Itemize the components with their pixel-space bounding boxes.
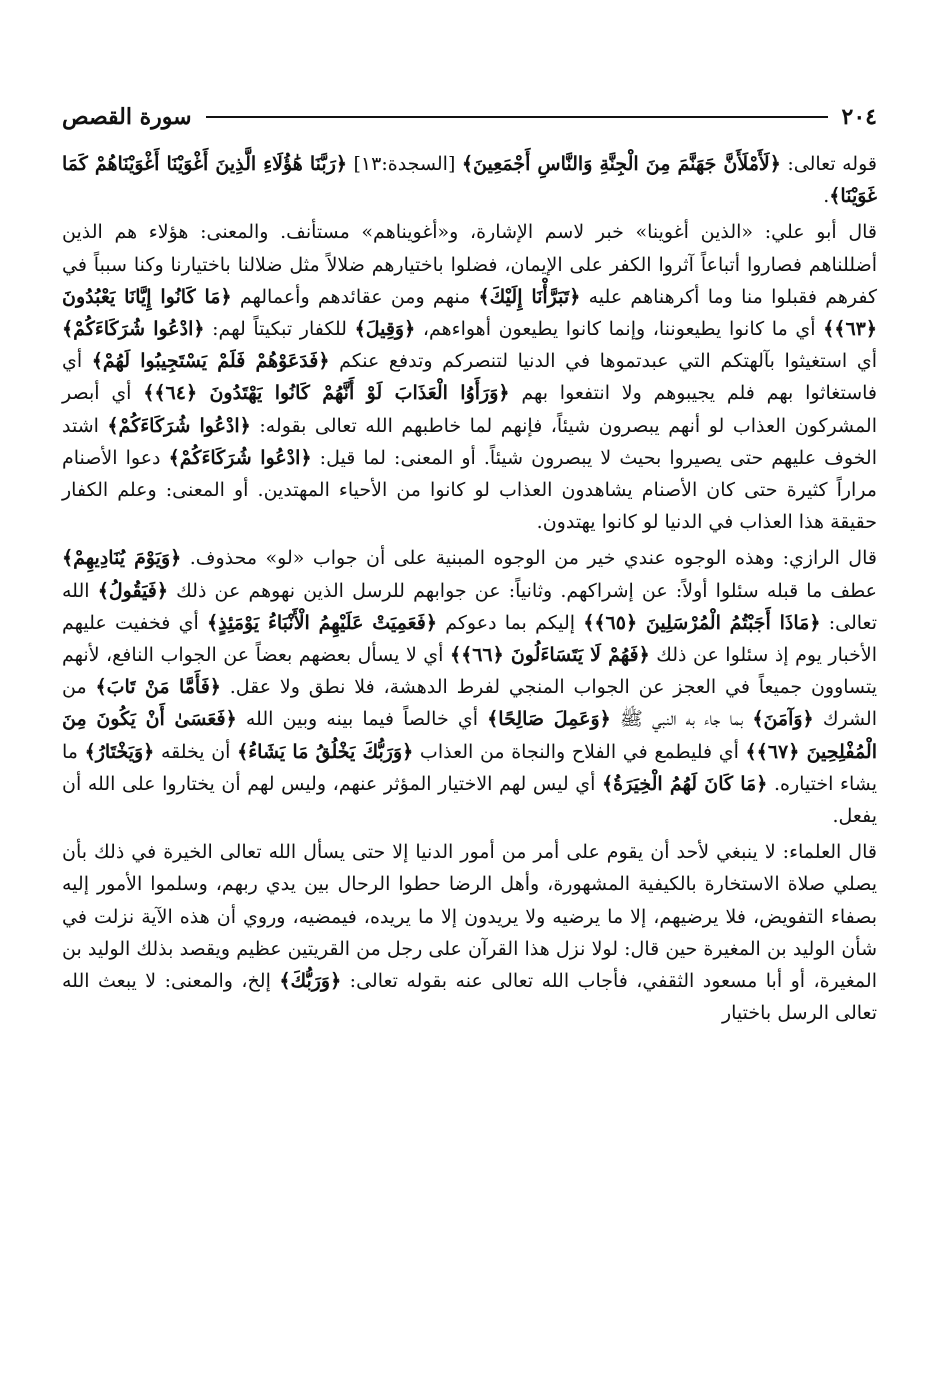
quran-quote: ﴿مَاذَا أَجَبْتُمُ الْمُرْسَلِينَ ﴿٦٥﴾﴾ xyxy=(583,611,821,634)
paragraph-abu-ali xyxy=(62,216,877,538)
quran-quote: ﴿تَبَرَّأْنَا إِلَيْكَ﴾ xyxy=(478,285,581,308)
paragraph-text: قوله تعالى: ﴿لَأَمْلَأَنَّ جَهَنَّمَ مِنَ الْجِنَّةِ وَالنَّاسِ أَجْمَعِينَ﴾ [السجدة:١٣] ﴿رَبَّنَا هَٰؤُلَاءِ الَّذِينَ أَغْوَيْنَا أَغْوَيْنَاهُمْ كَمَا غَوَيْنَا﴾. xyxy=(62,153,877,208)
quran-quote: ﴿ادْعُوا شُرَكَاءَكُمْ﴾ xyxy=(168,446,312,469)
page-number: ٢٠٤ xyxy=(841,104,877,130)
quran-quote: ﴿وَآمَنَ﴾ xyxy=(752,708,814,731)
quran-quote: ﴿وَيَوْمَ يُنَادِيهِمْ﴾ xyxy=(62,547,182,570)
page-header xyxy=(62,100,877,134)
quran-quote: ﴿لَأَمْلَأَنَّ جَهَنَّمَ مِنَ الْجِنَّةِ وَالنَّاسِ أَجْمَعِينَ﴾ xyxy=(461,153,781,175)
quran-quote: ﴿وَرَبُّكَ يَخْلُقُ مَا يَشَاءُ﴾ xyxy=(237,740,414,763)
quran-quote: ﴿فَعَسَىٰ أَنْ يَكُونَ مِنَ الْمُفْلِحِينَ ﴿٦٧﴾﴾ xyxy=(62,708,877,763)
quran-quote: ﴿فَيَقُولُ﴾ xyxy=(97,579,169,602)
paragraph-text: قال الرازي: وهذه الوجوه عندي خير من الوجوه المبنية على أن جواب «لو» محذوف. ﴿وَيَوْمَ يُنَادِيهِمْ﴾ عطف ما قبله سئلوا أولاً: عن إشراكهم. وثانياً: عن جوابهم للرسل الذين نهوهم عن ذلك ﴿فَيَقُولُ﴾ الله تعالى: ﴿مَاذَا أَجَبْتُمُ الْمُرْسَلِينَ ﴿٦٥﴾﴾ إليكم بما دعوكم ﴿فَعَمِيَتْ عَلَيْهِمُ الْأَنْبَاءُ يَوْمَئِذٍ﴾ أي فخفيت عليهم الأخبار يوم إذ سئلوا عن ذلك ﴿فَهُمْ لَا يَتَسَاءَلُونَ ﴿٦٦﴾﴾ أي لا يسأل بعضهم بعضاً عن الجواب النافع، لأنهم يتساوون جميعاً في العجز عن الجواب المنجي لفرط الدهشة، فلا نطق ولا عقل. ﴿فَأَمَّا مَنْ تَابَ﴾ من الشرك ﴿وَآمَنَ﴾ بما جاء به النبي ﷺ ﴿وَعَمِلَ صَالِحًا﴾ أي خالصاً فيما بينه وبين الله ﴿فَعَسَىٰ أَنْ يَكُونَ مِنَ الْمُفْلِحِينَ ﴿٦٧﴾﴾ أي فليطمع في الفلاح والنجاة من العذاب ﴿وَرَبُّكَ يَخْلُقُ مَا يَشَاءُ﴾ أن يخلقه ﴿وَيَخْتَارُ﴾ ما يشاء اختياره. ﴿مَا كَانَ لَهُمُ الْخِيَرَةُ﴾ أي ليس لهم الاختيار المؤثر عنهم، وليس لهم أن يختاروا على الله أن يفعل. xyxy=(62,547,878,828)
paragraph-razi xyxy=(62,542,877,832)
quran-quote: ﴿فَعَمِيَتْ عَلَيْهِمُ الْأَنْبَاءُ يَوْمَئِذٍ﴾ xyxy=(207,611,437,634)
paragraph-ulama xyxy=(62,836,877,1029)
quran-quote: ﴿وَرَبُّكَ﴾ xyxy=(279,970,342,993)
quran-quote: ﴿مَا كَانُوا إِيَّانَا يَعْبُدُونَ ﴿٦٣﴾﴾ xyxy=(62,285,877,341)
quran-quote: ﴿ادْعُوا شُرَكَاءَكُمْ﴾ xyxy=(107,414,251,437)
paragraph-intro xyxy=(62,148,877,212)
quran-quote: ﴿وَعَمِلَ صَالِحًا﴾ xyxy=(487,708,611,731)
quran-quote: ﴿وَرَأَوُا الْعَذَابَ لَوْ أَنَّهُمْ كَانُوا يَهْتَدُونَ ﴿٦٤﴾﴾ xyxy=(143,382,510,405)
surah-title: سورة القصص xyxy=(62,104,192,130)
quran-quote: ﴿فَهُمْ لَا يَتَسَاءَلُونَ ﴿٦٦﴾﴾ xyxy=(449,644,650,667)
quran-quote: ﴿رَبَّنَا هَٰؤُلَاءِ الَّذِينَ أَغْوَيْنَا أَغْوَيْنَاهُمْ كَمَا غَوَيْنَا﴾ xyxy=(62,153,877,208)
quran-quote: ﴿ادْعُوا شُرَكَاءَكُمْ﴾ xyxy=(62,318,205,341)
page-body xyxy=(62,148,877,1029)
quran-quote: ﴿وَيَخْتَارُ﴾ xyxy=(84,740,155,763)
header-rule xyxy=(206,116,828,118)
quran-quote: ﴿فَدَعَوْهُمْ فَلَمْ يَسْتَجِيبُوا لَهُمْ﴾ xyxy=(91,350,330,373)
paragraph-text: قال العلماء: لا ينبغي لأحد أن يقوم على أمر من أمور الدنيا إلا حتى يسأل الله تعالى الخيرة في ذلك بأن يصلي صلاة الاستخارة بالكيفية المشهورة، وأهل الرضا حطوا الرحال بين يدي ربهم، وسلموا الأمور إليه بصفاء التفويض، فلا يرضيهم، إلا ما يرضيه ولا يريدون إلا ما يريده، فيمضيه، وروي أن هذه الآية نزلت في شأن الوليد بن المغيرة حين قال: لولا نزل هذا القرآن على رجل من القريتين عظيم ويقصد بذلك الوليد بن المغيرة، أو أبا مسعود الثقفي، فأجاب الله تعالى عنه بقوله تعالى: ﴿وَرَبُّكَ﴾ إلخ، والمعنى: لا يبعث الله تعالى الرسل باختيار xyxy=(62,841,877,1025)
document-page xyxy=(62,100,877,1033)
quran-quote: ﴿وَقِيلَ﴾ xyxy=(354,318,416,341)
paragraph-text: قال أبو علي: «الذين أغوينا» خبر لاسم الإشارة، و«أغويناهم» مستأنف. والمعنى: هؤلاء هم الذين أضللناهم فصاروا أتباعاً آثروا الكفر على الإيمان، فضلوا باختيارهم ضلالاً مثل ضلالنا باختيارنا وكنا سبباً في كفرهم فقبلوا منا وما أكرهناهم عليه ﴿تَبَرَّأْنَا إِلَيْكَ﴾ منهم ومن عقائدهم وأعمالهم ﴿مَا كَانُوا إِيَّانَا يَعْبُدُونَ ﴿٦٣﴾﴾ أي ما كانوا يطيعوننا، وإنما كانوا يطيعون أهواءهم، ﴿وَقِيلَ﴾ للكفار تبكيتاً لهم: ﴿ادْعُوا شُرَكَاءَكُمْ﴾ أي استغيثوا بآلهتكم التي عبدتموها في الدنيا لتنصركم وتدفع عنكم ﴿فَدَعَوْهُمْ فَلَمْ يَسْتَجِيبُوا لَهُمْ﴾ أي فاستغاثوا بهم فلم يجيبوهم ولا انتفعوا بهم ﴿وَرَأَوُا الْعَذَابَ لَوْ أَنَّهُمْ كَانُوا يَهْتَدُونَ ﴿٦٤﴾﴾ أي أبصر المشركون العذاب لو أنهم يبصرون شيئاً، فإنهم لما خاطبهم الله تعالى بقوله: ﴿ادْعُوا شُرَكَاءَكُمْ﴾ اشتد الخوف عليهم حتى يصيروا بحيث لا يبصرون شيئاً. أو المعنى: لما قيل: ﴿ادْعُوا شُرَكَاءَكُمْ﴾ دعوا الأصنام مراراً كثيرة حتى كان الأصنام يشاهدون العذاب لو كانوا من الأحياء المهتدين. أو المعنى: وعلم الكفار حقيقة هذا العذاب في الدنيا لو كانوا يهتدون. xyxy=(62,221,877,534)
quran-quote: ﴿مَا كَانَ لَهُمُ الْخِيَرَةُ﴾ xyxy=(602,772,768,795)
quran-quote: ﴿فَأَمَّا مَنْ تَابَ﴾ xyxy=(95,676,221,699)
